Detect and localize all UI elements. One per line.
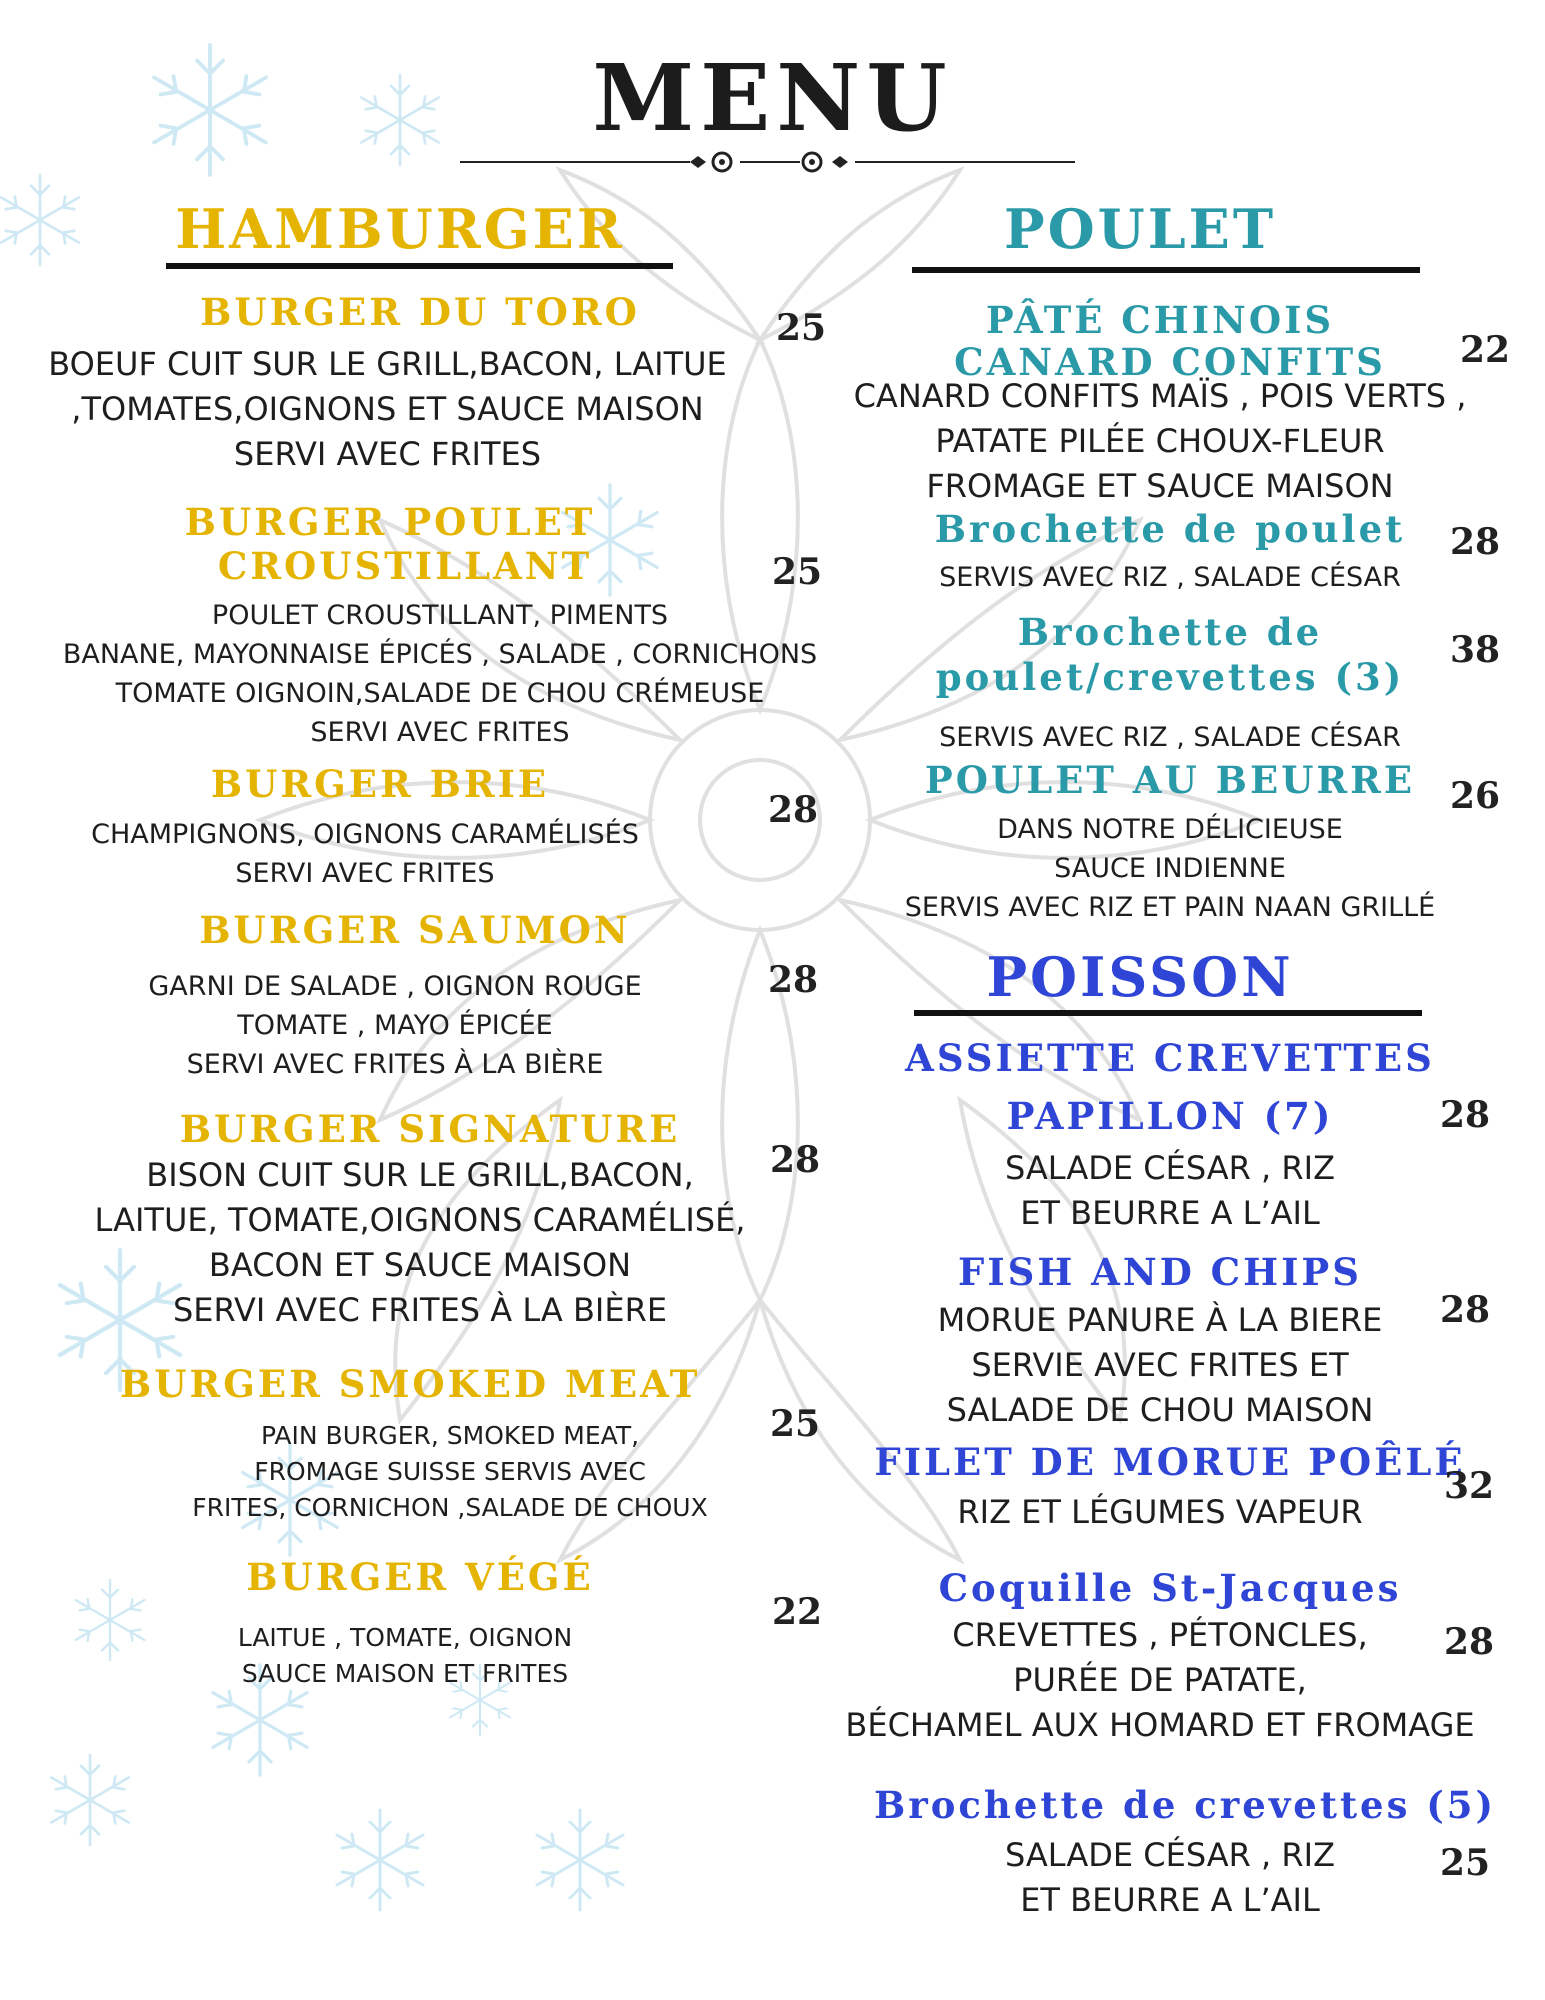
item-name: BURGER POULET (184, 500, 596, 544)
item-description: SERVI AVEC FRITES À LA BIÈRE (186, 1049, 604, 1080)
item-name: PÂTÉ CHINOIS (985, 298, 1335, 342)
item-price: 28 (1440, 1094, 1491, 1136)
item-description: SERVI AVEC FRITES À LA BIÈRE (172, 1291, 668, 1329)
item-price: 22 (1460, 329, 1511, 371)
item-name: ASSIETTE CREVETTES (905, 1036, 1435, 1080)
item-description: SALADE CÉSAR , RIZ (1005, 1836, 1335, 1874)
item-description: ,TOMATES,OIGNONS ET SAUCE MAISON (71, 390, 704, 428)
item-description: CANARD CONFITS MAÏS , POIS VERTS , (853, 377, 1467, 415)
item-description: CHAMPIGNONS, OIGNONS CARAMÉLISÉS (91, 819, 639, 850)
item-price: 25 (776, 307, 827, 349)
item-description: SAUCE INDIENNE (1054, 853, 1286, 884)
item-name: poulet/crevettes (3) (935, 655, 1405, 699)
item-name: FISH AND CHIPS (958, 1250, 1362, 1294)
item-name: PAPILLON (7) (1006, 1094, 1334, 1138)
item-price: 25 (770, 1403, 821, 1445)
item-price: 25 (1440, 1842, 1491, 1884)
item-description: BANANE, MAYONNAISE ÉPICÉS , SALADE , CORNICHONS (62, 639, 818, 670)
item-price: 38 (1450, 629, 1501, 671)
item-description: SERVI AVEC FRITES (310, 717, 570, 748)
item-description: PATATE PILÉE CHOUX-FLEUR (935, 422, 1385, 460)
item-description: MORUE PANURE À LA BIERE (937, 1301, 1383, 1339)
item-description: FRITES, CORNICHON ,SALADE DE CHOUX (192, 1493, 708, 1522)
item-description: ET BEURRE A L’AIL (1020, 1194, 1320, 1232)
item-name: BURGER VÉGÉ (246, 1555, 594, 1599)
section-title-poisson: POISSON (986, 945, 1294, 1009)
item-description: CREVETTES , PÉTONCLES, (952, 1616, 1368, 1654)
item-name: Brochette de (1017, 610, 1323, 654)
item-name: CANARD CONFITS (954, 340, 1386, 384)
item-description: LAITUE , TOMATE, OIGNON (237, 1623, 573, 1652)
item-description: LAITUE, TOMATE,OIGNONS CARAMÉLISÉ, (94, 1201, 746, 1239)
item-description: SERVIS AVEC RIZ , SALADE CÉSAR (939, 722, 1401, 753)
item-description: BOEUF CUIT SUR LE GRILL,BACON, LAITUE (48, 345, 727, 383)
item-price: 28 (768, 789, 819, 831)
item-description: BACON ET SAUCE MAISON (208, 1246, 632, 1284)
item-name: BURGER SMOKED MEAT (120, 1362, 701, 1406)
item-description: ET BEURRE A L’AIL (1020, 1881, 1320, 1919)
item-description: SERVI AVEC FRITES (233, 435, 542, 473)
section-title-poulet: POULET (1003, 197, 1277, 261)
item-name: POULET AU BEURRE (924, 758, 1416, 802)
item-price: 28 (1444, 1621, 1495, 1663)
item-description: PAIN BURGER, SMOKED MEAT, (260, 1421, 640, 1450)
item-description: SERVIS AVEC RIZ , SALADE CÉSAR (939, 562, 1401, 593)
item-description: BISON CUIT SUR LE GRILL,BACON, (146, 1156, 694, 1194)
section-rule (912, 267, 1420, 273)
item-description: SALADE CÉSAR , RIZ (1005, 1149, 1335, 1187)
item-description: GARNI DE SALADE , OIGNON ROUGE (148, 971, 642, 1002)
item-description: BÉCHAMEL AUX HOMARD ET FROMAGE (845, 1706, 1475, 1744)
item-description: SERVIS AVEC RIZ ET PAIN NAAN GRILLÉ (904, 892, 1436, 923)
item-name: BURGER SAUMON (199, 908, 631, 952)
section-rule (914, 1010, 1422, 1016)
item-name: Brochette de poulet (934, 507, 1406, 551)
item-description: FROMAGE ET SAUCE MAISON (926, 467, 1394, 505)
section-title-hamburger: HAMBURGER (175, 197, 625, 261)
item-description: FROMAGE SUISSE SERVIS AVEC (254, 1457, 646, 1486)
item-price: 28 (768, 959, 819, 1001)
item-name: CROUSTILLANT (217, 544, 593, 588)
item-price: 28 (1440, 1289, 1491, 1331)
item-price: 26 (1450, 775, 1501, 817)
item-price: 28 (1450, 521, 1501, 563)
item-description: TOMATE , MAYO ÉPICÉE (237, 1010, 553, 1041)
item-description: TOMATE OIGNOIN,SALADE DE CHOU CRÉMEUSE (115, 678, 765, 709)
item-price: 25 (772, 551, 823, 593)
item-price: 28 (770, 1139, 821, 1181)
item-description: SAUCE MAISON ET FRITES (241, 1659, 569, 1688)
item-name: Brochette de crevettes (5) (873, 1783, 1497, 1827)
item-name: BURGER BRIE (210, 762, 550, 806)
page-title: MENU (592, 44, 953, 152)
item-price: 22 (772, 1591, 823, 1633)
item-name: FILET DE MORUE POÊLÉ (874, 1440, 1466, 1484)
item-name: Coquille St-Jacques (938, 1566, 1402, 1610)
item-name: BURGER SIGNATURE (179, 1107, 681, 1151)
item-name: BURGER DU TORO (200, 290, 640, 334)
item-description: SERVIE AVEC FRITES ET (971, 1346, 1349, 1384)
item-description: RIZ ET LÉGUMES VAPEUR (957, 1493, 1363, 1531)
item-description: SALADE DE CHOU MAISON (946, 1391, 1374, 1429)
item-price: 32 (1444, 1465, 1495, 1507)
item-description: POULET CROUSTILLANT, PIMENTS (211, 600, 669, 631)
item-description: SERVI AVEC FRITES (235, 858, 495, 889)
section-rule (166, 263, 673, 269)
item-description: PURÉE DE PATATE, (1013, 1661, 1307, 1699)
item-description: DANS NOTRE DÉLICIEUSE (997, 814, 1343, 845)
